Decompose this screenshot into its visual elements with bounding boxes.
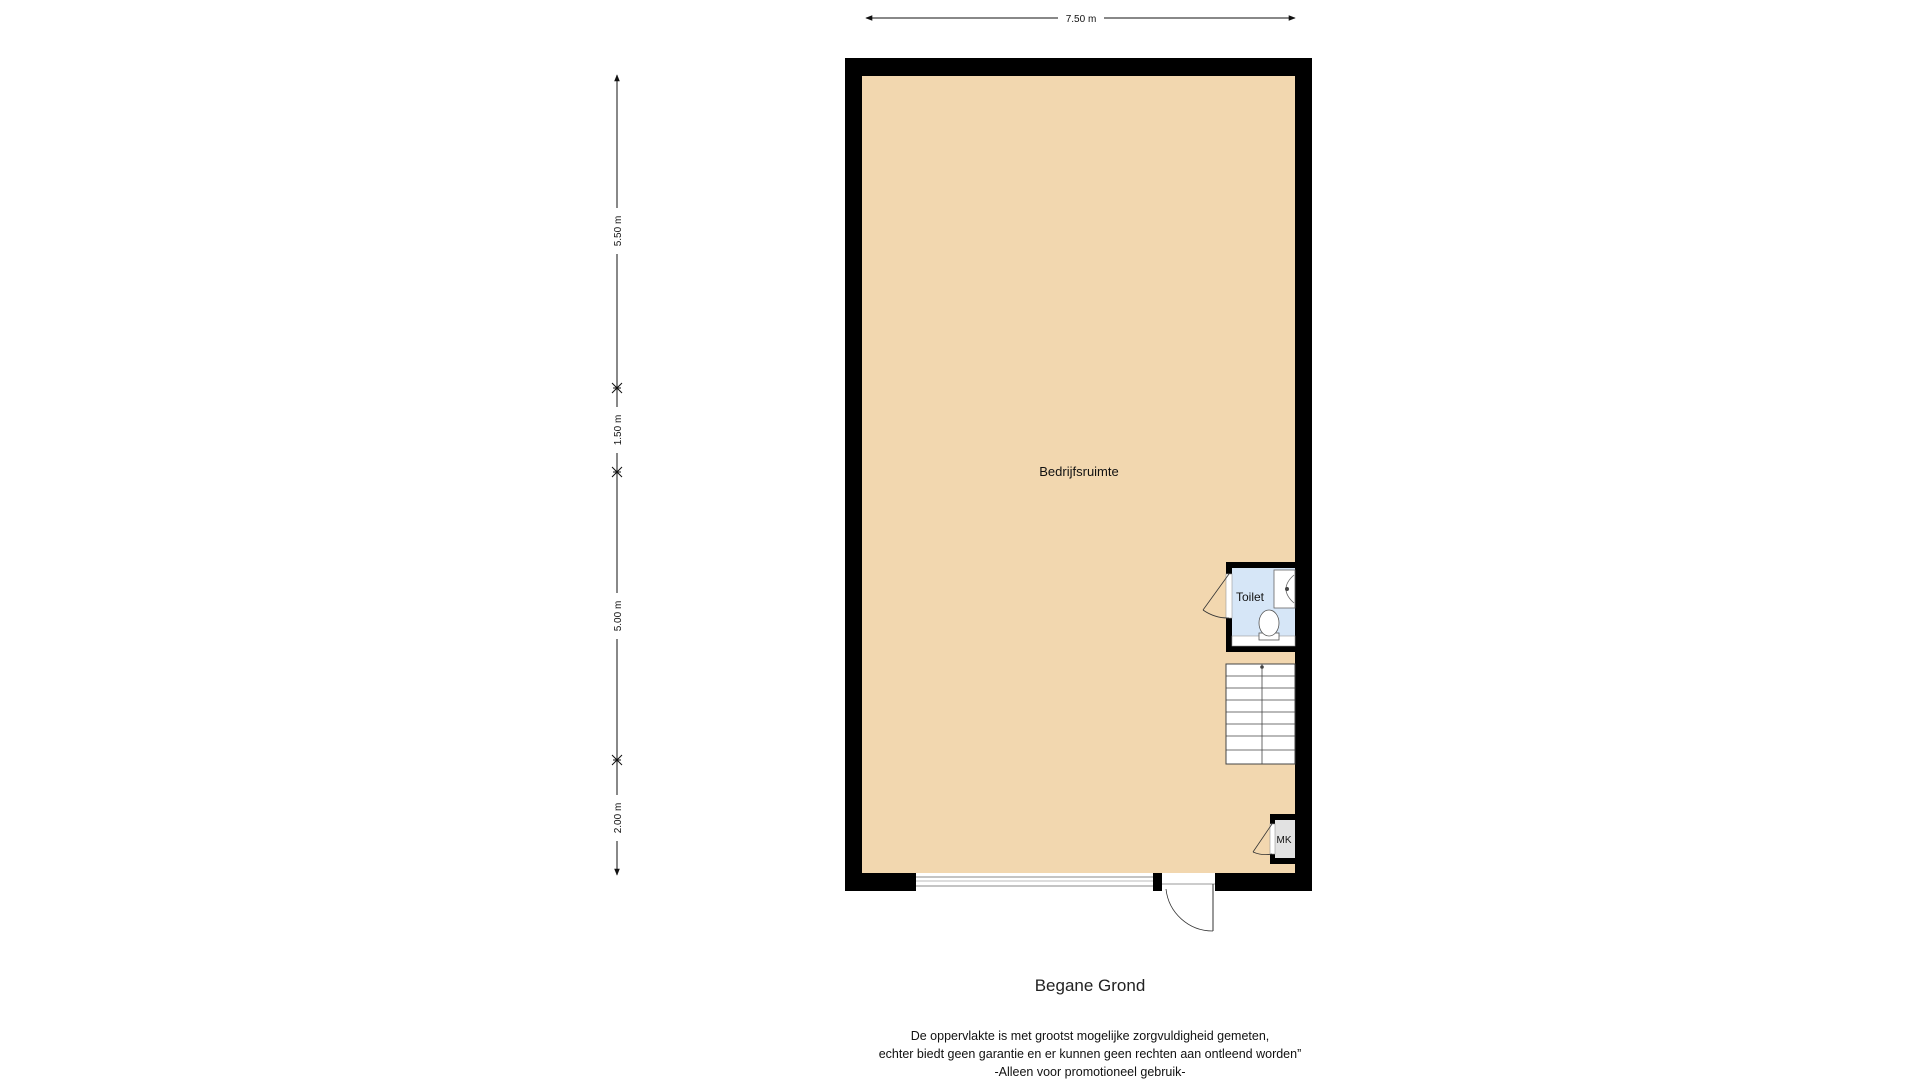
room-label-bedrijfsruimte: Bedrijfsruimte bbox=[1039, 464, 1119, 479]
disclaimer-line-1: De oppervlakte is met grootst mogelijke zorgvuldigheid gemeten, bbox=[910, 1029, 1270, 1043]
disclaimer-line-2: echter biedt geen garantie en er kunnen geen rechten aan ontleend worden” bbox=[878, 1047, 1302, 1061]
disclaimer bbox=[0, 1027, 1920, 1081]
sink-icon bbox=[1274, 570, 1295, 608]
floor-title: Begane Grond bbox=[1034, 976, 1146, 995]
room-label-mk: MK bbox=[1276, 835, 1292, 846]
stairs bbox=[1226, 664, 1295, 764]
dimension-left-label-1: 5.50 m bbox=[613, 215, 624, 247]
dimension-left-label-2: 1.50 m bbox=[613, 414, 624, 446]
dimension-top bbox=[866, 10, 1295, 26]
wall-pillar bbox=[1153, 873, 1162, 891]
front-door bbox=[1166, 884, 1213, 931]
dimension-left-label-4: 2.00 m bbox=[613, 802, 624, 834]
disclaimer-line-3: -Alleen voor promotioneel gebruik- bbox=[994, 1065, 1186, 1079]
front-opening bbox=[916, 873, 1215, 891]
dimension-left-label-3: 5.00 m bbox=[613, 600, 624, 632]
dimension-left bbox=[609, 75, 625, 875]
dimension-top-label: 7.50 m bbox=[1065, 14, 1097, 25]
room-label-toilet: Toilet bbox=[1235, 590, 1265, 604]
